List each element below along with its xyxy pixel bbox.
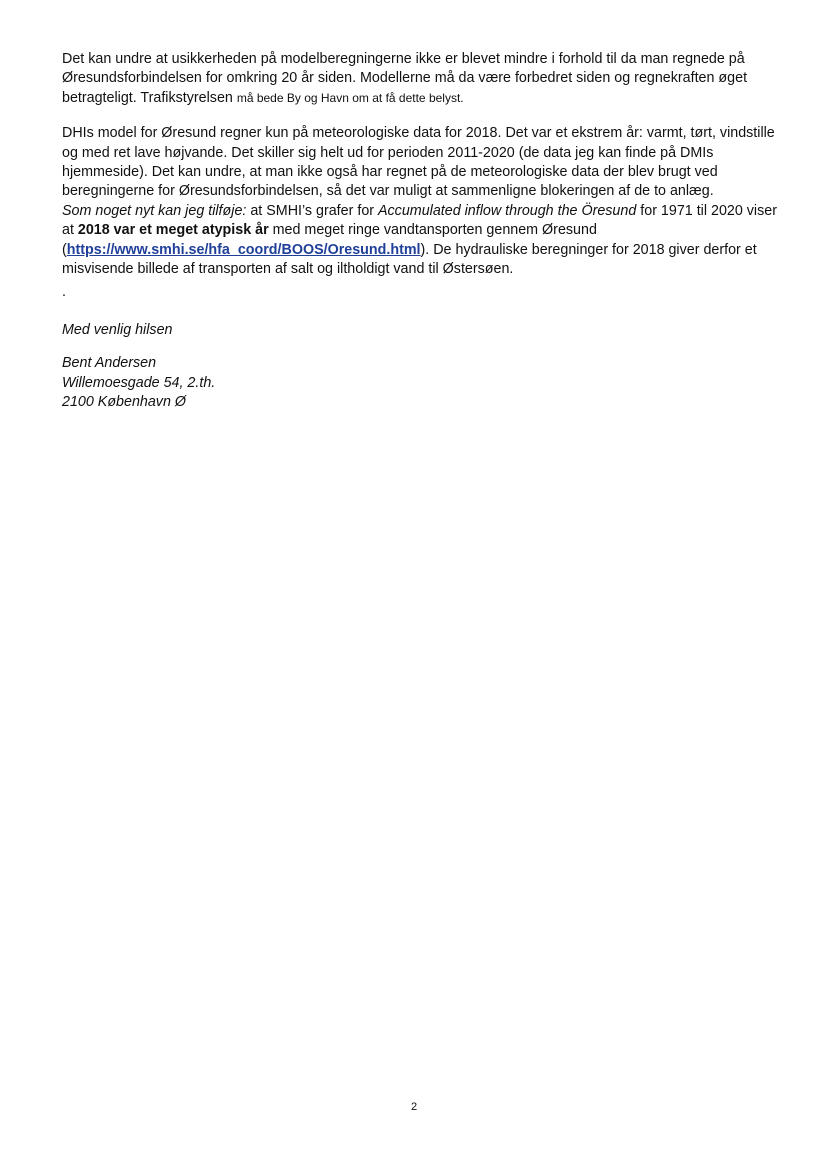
separator-dot: . <box>62 284 66 301</box>
signature-city-text: 2100 København Ø <box>62 394 186 411</box>
signature-street-text: Willemoesgade 54, 2.th. <box>62 374 216 391</box>
signature-name <box>62 354 786 373</box>
graph-title: Accumulated inflow through the Öresund <box>378 202 637 219</box>
paragraph-model-uncertainty-text: Det kan undre at usikkerheden på modelberegningerne ikke er blevet mindre i forhold til da man regnede på Øresundsforbindelsen for omkring 20 år siden. Modellerne må da være forbedret siden og regnekraften øget betragteligt. Trafikstyrelsen <box>62 51 748 106</box>
atypical-year-emphasis: 2018 var et meget atypisk år <box>77 222 269 239</box>
signature-street <box>62 374 786 393</box>
paragraph-smhi-addition <box>62 202 786 280</box>
letter-body <box>62 50 786 413</box>
closing-greeting-text: Med venlig hilsen <box>62 321 173 338</box>
addition-intro: Som noget nyt kan jeg tilføje: <box>62 202 247 219</box>
smhi-link[interactable]: https://www.smhi.se/hfa_coord/BOOS/Oresund.html <box>66 241 421 258</box>
paragraph-model-uncertainty <box>62 50 786 108</box>
addition-text-d: ). De hydrauliske beregninger for 2018 giver derfor et misvisende billede af transporten af salt og iltholdigt vand til Østersøen. <box>62 241 757 278</box>
signature-name-text: Bent Andersen <box>62 355 157 372</box>
signature-city <box>62 393 786 412</box>
paragraph-model-uncertainty-request: må bede By og Havn om at få dette belyst. <box>236 90 464 105</box>
addition-text-b: for 1971 til 2020 viser at <box>62 202 777 239</box>
closing-greeting <box>62 321 786 340</box>
addition-text-c: med meget ringe vandtansporten gennem Øresund ( <box>62 222 597 258</box>
addition-text-a: at SMHI’s grafer for <box>246 202 378 219</box>
paragraph-meteorological-data: DHIs model for Øresund regner kun på meteorologiske data for 2018. Det var et ekstrem år: varmt, tørt, vindstille og med ret lave højvande. Det skiller sig helt ud for perioden 2011-2020 (de data jeg kan finde på DMIs hjemmeside). Det kan undre, at man ikke også har regnet på de meteorologiske data der blev brugt ved beregningerne for Øresundsforbindelsen, så det var muligt at sammenligne blokeringen af de to anlæg. <box>62 125 775 200</box>
page-number: 2 <box>410 1101 418 1113</box>
